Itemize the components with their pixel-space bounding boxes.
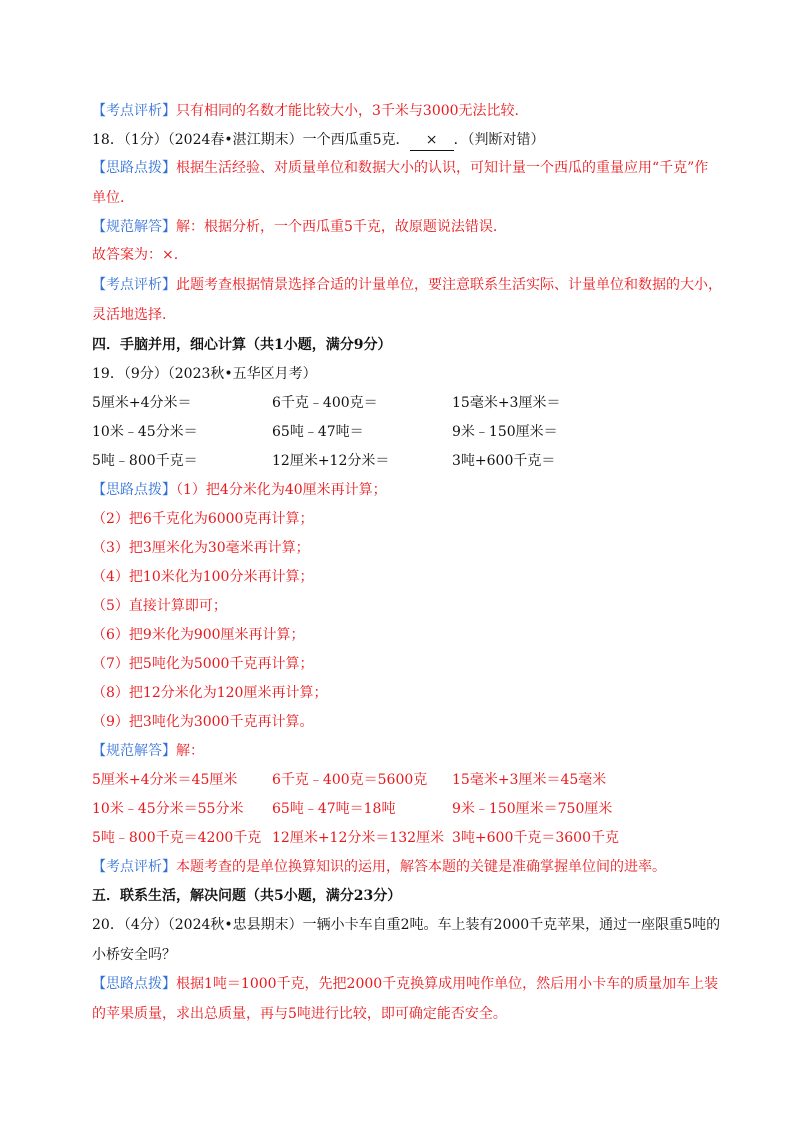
answer-cell: 6千克﹣400克＝5600克 — [272, 772, 428, 788]
guifan-text: 解：根据分析，一个西瓜重5千克，故原题说法错误. — [176, 219, 498, 235]
kaodian-tag: 【考点评析】 — [92, 859, 176, 875]
question-20 — [92, 915, 720, 935]
answer-cell: 10米﹣45分米＝55分米 — [92, 801, 244, 817]
guifan-line — [92, 217, 497, 237]
question-source: （2024秋•忠县期末） — [167, 917, 303, 933]
kaodian-tag: 【考点评析】 — [92, 103, 176, 119]
guifan-line — [92, 741, 204, 761]
problem-cell: 12厘米+12分米＝ — [272, 453, 390, 469]
silu-tag: 【思路点拨】 — [92, 976, 176, 992]
question-stem: 一个西瓜重5克． — [302, 132, 410, 148]
section-title: 五．联系生活，解决问题（共5小题，满分23分） — [92, 888, 402, 904]
silu-tag: 【思路点拨】 — [92, 482, 176, 498]
answer-cell: 5吨﹣800千克＝4200千克 — [92, 830, 262, 846]
silu-step: （8）把12分米化为120厘米再计算； — [92, 685, 328, 701]
question-suffix: ．（判断对错） — [453, 132, 545, 148]
question-score: （4分） — [123, 917, 168, 933]
answer-cell: 5厘米+4分米＝45厘米 — [92, 772, 238, 788]
silu-step: （9）把3吨化为3000千克再计算。 — [92, 714, 314, 730]
question-number: 18． — [92, 132, 124, 148]
kaodian-line — [92, 275, 722, 295]
silu-line — [92, 974, 718, 994]
question-number: 19． — [92, 366, 124, 382]
problem-cell: 3吨+600千克＝ — [452, 453, 556, 469]
silu-step: （4）把10米化为100分米再计算； — [92, 569, 314, 585]
question-score: （9分） — [123, 366, 168, 382]
problem-cell: 6千克﹣400克＝ — [272, 395, 378, 411]
answer-cell: 9米﹣150厘米＝750厘米 — [452, 801, 613, 817]
problem-cell: 9米﹣150厘米＝ — [452, 424, 558, 440]
question-stem-continued: 小桥安全吗？ — [92, 947, 176, 963]
kaodian-line — [92, 857, 666, 877]
silu-text: 根据生活经验、对质量单位和数据大小的认识，可知计量一个西瓜的重量应用“千克”作 — [176, 160, 709, 176]
silu-text: 根据1吨＝1000千克，先把2000千克换算成用吨作单位，然后用小卡车的质量加车上装 — [176, 976, 719, 992]
silu-step: （2）把6千克化为6000克再计算； — [92, 511, 314, 527]
answer-cell: 3吨+600千克＝3600千克 — [452, 830, 619, 846]
question-source: （2024春•湛江期末） — [167, 132, 303, 148]
kaodian-text: 只有相同的名数才能比较大小，3千米与3000无法比较. — [176, 103, 519, 119]
answer-cell: 65吨﹣47吨＝18吨 — [272, 801, 396, 817]
kaodian-text: 本题考查的是单位换算知识的运用，解答本题的关键是准确掌握单位间的进率。 — [176, 859, 666, 875]
kaodian-tag: 【考点评析】 — [92, 277, 176, 293]
silu-text-continued: 单位. — [92, 190, 125, 206]
silu-step: （6）把9米化为900厘米再计算； — [92, 627, 305, 643]
silu-text-continued: 的苹果质量，求出总质量，再与5吨进行比较，即可确定能否安全。 — [92, 1006, 507, 1022]
problem-cell: 5吨﹣800千克＝ — [92, 453, 198, 469]
question-source: （2023秋•五华区月考） — [167, 366, 317, 382]
answer-cell: 15毫米+3厘米＝45毫米 — [452, 772, 607, 788]
kaodian-text: 此题考查根据情景选择合适的计量单位，要注意联系生活实际、计量单位和数据的大小， — [176, 277, 722, 293]
answer-blank: × — [410, 130, 454, 151]
problem-cell: 10米﹣45分米＝ — [92, 424, 198, 440]
silu-line — [92, 480, 387, 500]
guifan-tag: 【规范解答】 — [92, 219, 176, 235]
silu-tag: 【思路点拨】 — [92, 160, 176, 176]
silu-step: （5）直接计算即可； — [92, 598, 227, 614]
problem-cell: 65吨﹣47吨＝ — [272, 424, 364, 440]
kaodian-line — [92, 101, 519, 121]
problem-cell: 15毫米+3厘米＝ — [452, 395, 561, 411]
guifan-tag: 【规范解答】 — [92, 743, 176, 759]
question-19 — [92, 364, 317, 384]
guifan-text: 解： — [176, 743, 204, 759]
kaodian-text-continued: 灵活地选择. — [92, 307, 167, 323]
question-stem: 一辆小卡车自重2吨。车上装有2000千克苹果，通过一座限重5吨的 — [302, 917, 721, 933]
answer-line: 故答案为：×. — [92, 247, 179, 263]
silu-step: （3）把3厘米化为30毫米再计算； — [92, 540, 310, 556]
question-18 — [92, 130, 545, 151]
silu-step: （1）把4分米化为40厘米再计算； — [176, 482, 387, 498]
silu-step: （7）把5吨化为5000千克再计算； — [92, 656, 314, 672]
answer-cell: 12厘米+12分米＝132厘米 — [272, 830, 445, 846]
problem-cell: 5厘米+4分米＝ — [92, 395, 192, 411]
section-title: 四．手脑并用，细心计算（共1小题，满分9分） — [92, 337, 392, 353]
question-number: 20． — [92, 917, 124, 933]
silu-line — [92, 158, 708, 178]
question-score: （1分） — [123, 132, 168, 148]
